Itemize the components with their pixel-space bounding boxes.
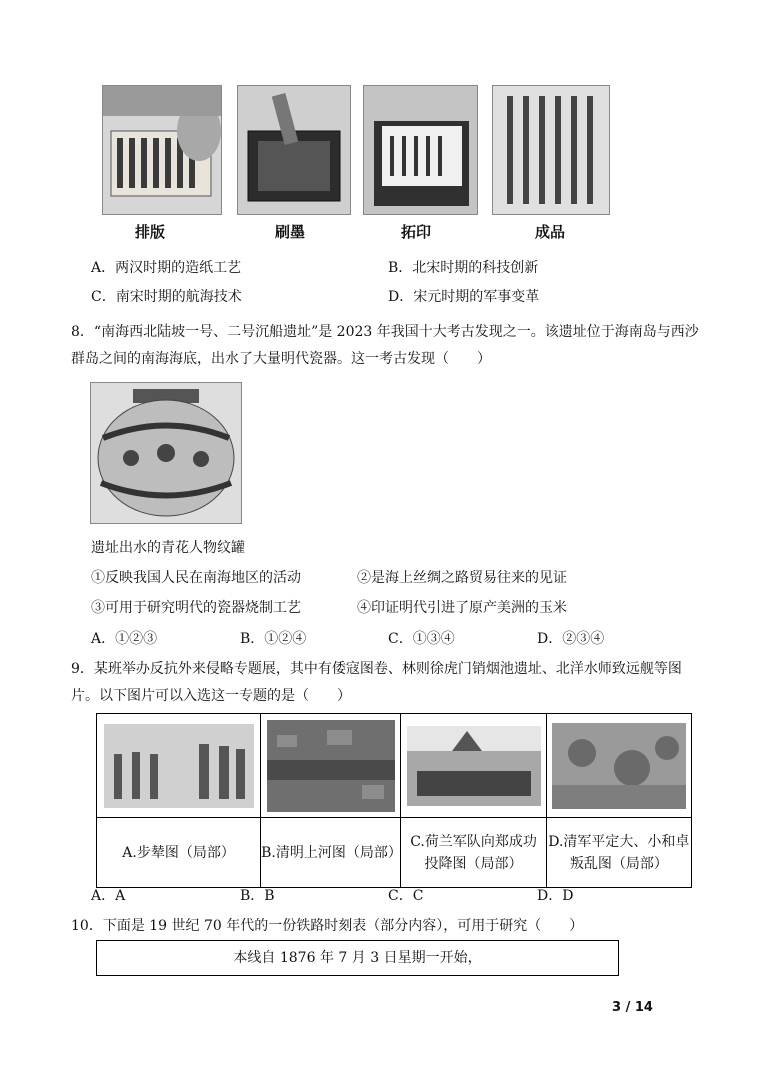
q9-label-b-line1: B.清明上河图（局部）	[261, 844, 402, 861]
railway-timetable-text: 本线自 1876 年 7 月 3 日星期一开始，	[233, 950, 482, 966]
blue-white-jar-photo	[90, 382, 242, 524]
q9-label-c-line1: C.荷兰军队向郑成功	[410, 833, 537, 850]
inking-photo	[237, 85, 351, 215]
caption-rubbing: 拓印	[400, 223, 431, 241]
rubbing-photo	[363, 85, 478, 215]
q8-option-d[interactable]: D．②③④	[537, 631, 605, 647]
q9-label-d	[546, 818, 691, 888]
q9-label-a-line1: A.步辇图（局部）	[122, 844, 235, 861]
q8-jar-caption: 遗址出水的青花人物纹罐	[91, 540, 245, 556]
qingming-shanghe-tu-image	[267, 720, 395, 812]
q8-statement-2: ②是海上丝绸之路贸易往来的见证	[357, 570, 567, 586]
q8-statement-3: ③可用于研究明代的瓷器烧制工艺	[91, 600, 301, 616]
q9-stem-line1: 9．某班举办反抗外来侵略专题展，其中有倭寇图卷、林则徐虎门销烟池遗址、北洋水师致远舰等图	[71, 661, 682, 677]
q8-stem-line2: 群岛之间的南海海底，出水了大量明代瓷器。这一考古发现（ ）	[71, 351, 491, 367]
railway-timetable-box	[96, 940, 619, 976]
q8-option-a[interactable]: A．①②③	[91, 631, 158, 647]
caption-typesetting: 排版	[134, 223, 165, 241]
q7-option-c[interactable]: C．南宋时期的航海技术	[91, 289, 242, 305]
caption-inking: 刷墨	[274, 223, 305, 241]
q8-stem-line1: 8．“南海西北陆坡一号、二号沉船遗址”是 2023 年我国十大考古发现之一。该遗址位于海南岛与西沙	[71, 324, 699, 340]
q9-stem-line2: 片。以下图片可以入选这一专题的是（ ）	[71, 688, 351, 704]
q8-statement-4: ④印证明代引进了原产美洲的玉米	[357, 600, 567, 616]
caption-product: 成品	[534, 223, 565, 241]
q9-option-d[interactable]: D．D	[537, 888, 574, 904]
q9-image-cell-b	[261, 714, 401, 818]
typesetting-illustration	[103, 86, 221, 214]
q9-option-a[interactable]: A．A	[91, 888, 126, 904]
q9-label-c-line2: 投降图（局部）	[424, 855, 523, 872]
q9-label-a	[97, 818, 261, 888]
q9-label-d-line2: 叛乱图（局部）	[569, 855, 668, 872]
q9-option-b[interactable]: B．B	[240, 888, 275, 904]
bunian-tu-image	[104, 724, 254, 808]
q7-option-a[interactable]: A．两汉时期的造纸工艺	[91, 260, 242, 276]
page-number: 3 / 14	[612, 1000, 653, 1015]
q9-option-c[interactable]: C．C	[388, 888, 424, 904]
rubbing-illustration	[364, 86, 477, 214]
q7-option-b[interactable]: B．北宋时期的科技创新	[388, 260, 539, 276]
q9-image-cell-d	[546, 714, 691, 818]
q9-label-c	[401, 818, 546, 888]
pingding-hezhuo-image	[552, 723, 686, 809]
q9-image-cell-c	[401, 714, 546, 818]
product-illustration	[493, 86, 609, 214]
jar-illustration	[91, 383, 241, 523]
inking-illustration	[238, 86, 350, 214]
q8-option-c[interactable]: C．①③④	[388, 631, 455, 647]
zheng-chenggong-surrender-image	[407, 726, 541, 806]
typesetting-photo	[102, 85, 222, 215]
q8-option-b[interactable]: B．①②④	[240, 631, 307, 647]
q10-stem: 10．下面是 19 世纪 70 年代的一份铁路时刻表（部分内容），可用于研究（ ）	[71, 918, 584, 934]
q7-option-d[interactable]: D．宋元时期的军事变革	[388, 289, 540, 305]
q9-picture-table	[96, 713, 692, 888]
q9-label-b	[261, 818, 401, 888]
q9-label-d-line1: D.清军平定大、小和卓	[548, 833, 690, 850]
product-photo	[492, 85, 610, 215]
q9-image-cell-a	[97, 714, 261, 818]
q8-statement-1: ①反映我国人民在南海地区的活动	[91, 570, 301, 586]
